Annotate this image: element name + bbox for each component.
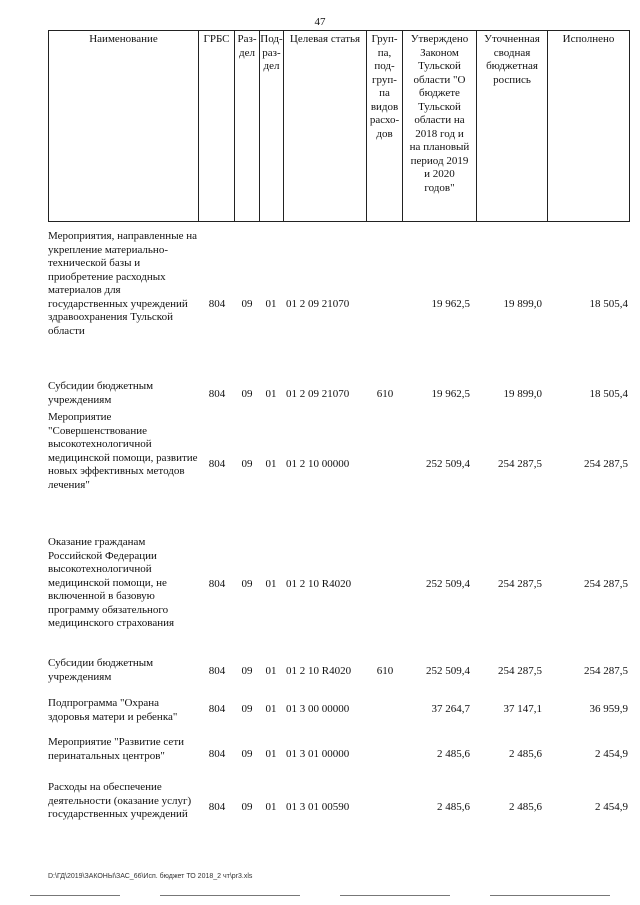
row-target-article: 01 3 00 00000	[286, 703, 350, 715]
row-razdel: 09	[241, 748, 253, 760]
row-podrazdel: 01	[265, 388, 277, 400]
header-grbs: ГРБС	[198, 31, 234, 221]
table-header	[48, 30, 630, 222]
row-razdel: 09	[241, 388, 253, 400]
row-grbs: 804	[208, 665, 226, 677]
row-executed: 18 505,4	[589, 298, 628, 310]
row-podrazdel: 01	[265, 298, 277, 310]
row-target-article: 01 3 01 00000	[286, 748, 350, 760]
row-name: Расходы на обеспечение деятельности (оказание услуг) государственных учреждений	[48, 781, 192, 820]
row-approved: 252 509,4	[426, 578, 470, 590]
header-expense-group: Груп- па, под- груп- па видов расхо- дов	[366, 31, 402, 221]
row-executed: 2 454,9	[595, 801, 628, 813]
row-razdel: 09	[241, 703, 253, 715]
row-refined: 254 287,5	[498, 458, 542, 470]
row-grbs: 804	[208, 458, 226, 470]
row-executed: 36 959,9	[589, 703, 628, 715]
row-grbs: 804	[208, 388, 226, 400]
row-razdel: 09	[241, 458, 253, 470]
row-approved: 19 962,5	[431, 298, 470, 310]
row-grbs: 804	[208, 801, 226, 813]
row-grbs: 804	[208, 298, 226, 310]
row-executed: 254 287,5	[584, 665, 628, 677]
row-refined: 2 485,6	[509, 748, 542, 760]
row-executed: 2 454,9	[595, 748, 628, 760]
row-executed: 18 505,4	[589, 388, 628, 400]
row-razdel: 09	[241, 298, 253, 310]
header-executed: Исполнено	[547, 31, 630, 221]
row-approved: 2 485,6	[437, 748, 470, 760]
row-name: Мероприятие "Совершенствование высокотехнологичной медицинской помощи, развитие новых эффективных методов лечения"	[48, 411, 198, 491]
row-target-article: 01 2 09 21070	[286, 388, 350, 400]
header-name: Наименование	[48, 31, 198, 221]
row-razdel: 09	[241, 801, 253, 813]
row-approved: 19 962,5	[431, 388, 470, 400]
page-number: 47	[314, 16, 326, 28]
row-refined: 2 485,6	[509, 801, 542, 813]
row-podrazdel: 01	[265, 748, 277, 760]
row-target-article: 01 2 09 21070	[286, 298, 350, 310]
row-approved: 37 264,7	[431, 703, 470, 715]
row-podrazdel: 01	[265, 578, 277, 590]
row-expense-group: 610	[376, 665, 394, 677]
row-podrazdel: 01	[265, 703, 277, 715]
row-grbs: 804	[208, 748, 226, 760]
row-target-article: 01 3 01 00590	[286, 801, 350, 813]
row-name: Мероприятия, направленные на укрепление материально-технической базы и приобретение расходных материалов для государственных учреждений здравоохранения Тульской области	[48, 230, 197, 337]
row-approved: 252 509,4	[426, 665, 470, 677]
row-refined: 254 287,5	[498, 665, 542, 677]
row-podrazdel: 01	[265, 458, 277, 470]
header-refined: Уточненная сводная бюджетная роспись	[476, 31, 547, 221]
row-approved: 252 509,4	[426, 458, 470, 470]
scan-edge-marks	[0, 895, 640, 901]
row-expense-group: 610	[376, 388, 394, 400]
row-target-article: 01 2 10 00000	[286, 458, 350, 470]
file-path-footer: D:\ГД\2019\ЗАКОНЫ\ЗАС_66\Исп. бюджет ТО 2018_2 чт\pr3.xls	[48, 873, 253, 880]
row-name: Подпрограмма "Охрана здоровья матери и ребенка"	[48, 697, 178, 723]
row-refined: 19 899,0	[503, 298, 542, 310]
row-name: Субсидии бюджетным учреждениям	[48, 657, 154, 683]
row-podrazdel: 01	[265, 665, 277, 677]
row-approved: 2 485,6	[437, 801, 470, 813]
row-podrazdel: 01	[265, 801, 277, 813]
row-grbs: 804	[208, 703, 226, 715]
row-grbs: 804	[208, 578, 226, 590]
row-executed: 254 287,5	[584, 578, 628, 590]
row-razdel: 09	[241, 665, 253, 677]
row-name: Оказание гражданам Российской Федерации высокотехнологичной медицинской помощи, не включенной в базовую программу обязательного медицинского страхования	[48, 536, 175, 629]
row-name: Субсидии бюджетным учреждениям	[48, 380, 154, 406]
row-name: Мероприятие "Развитие сети перинатальных центров"	[48, 736, 185, 762]
row-refined: 254 287,5	[498, 578, 542, 590]
row-razdel: 09	[241, 578, 253, 590]
row-target-article: 01 2 10 R4020	[286, 578, 352, 590]
row-refined: 19 899,0	[503, 388, 542, 400]
header-target-article: Целевая статья	[283, 31, 366, 221]
header-razdel: Раз- дел	[234, 31, 259, 221]
row-executed: 254 287,5	[584, 458, 628, 470]
header-approved: Утверждено Законом Тульской области "О бюджете Тульской области на 2018 год и на плановый период 2019 и 2020 годов"	[402, 31, 476, 221]
header-podrazdel: Под- раз- дел	[259, 31, 283, 221]
row-refined: 37 147,1	[503, 703, 542, 715]
row-target-article: 01 2 10 R4020	[286, 665, 352, 677]
